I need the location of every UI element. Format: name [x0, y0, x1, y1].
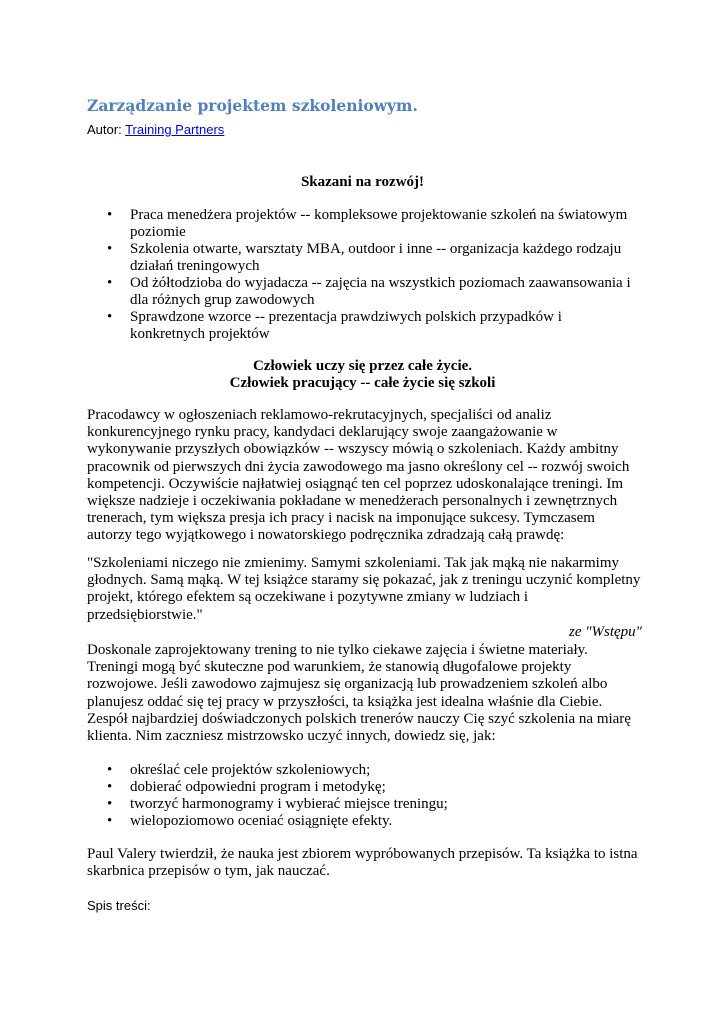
heading-line-1: Człowiek uczy się przez całe życie.: [252, 358, 473, 374]
page-title: Zarządzanie projektem szkoleniowym.: [87, 96, 418, 115]
author-link[interactable]: Training Partners: [125, 122, 225, 137]
author-line: [87, 122, 224, 137]
list-item: • Praca menedżera projektów -- kompleksowe projektowanie szkoleń na światowym poziomie: [107, 207, 637, 241]
skills-list: [107, 762, 637, 830]
heading-line-2: Człowiek pracujący -- całe życie się szkoli: [229, 375, 496, 391]
body-paragraph: Doskonale zaprojektowany trening to nie tylko ciekawe zajęcia i świetne materiały. Treningi mogą być skuteczne pod warunkiem, że stanowią długofalowe projekty rozwojowe. Jeśli zawodowo zajmujesz się organizacją lub prowadzeniem szkoleń albo planujesz oddać się tej pracy w przyszłości, ta książka jest idealna właśnie dla Ciebie. Zespół najbardziej doświadczonych polskich trenerów nauczy Cię szyć szkolenia na miarę klienta. Nim zaczniesz mistrzowsko uczyć innych, dowiedz się, jak:: [87, 642, 631, 745]
list-item: • wielopoziomowo oceniać osiągnięte efekty.: [107, 813, 637, 830]
toc-label: Spis treści:: [87, 898, 151, 913]
list-item: • dobierać odpowiedni program i metodykę;: [107, 779, 637, 796]
closing-paragraph: Paul Valery twierdził, że nauka jest zbiorem wypróbowanych przepisów. Ta książka to istna skarbnica przepisów o tym, jak nauczać.: [87, 846, 638, 880]
intro-paragraph: Pracodawcy w ogłoszeniach reklamowo-rekrutacyjnych, specjaliści od analiz konkurencyjnego rynku pracy, kandydaci deklarujący swoje zaangażowanie w wykonywanie przyszłych obowiązków -- wszyscy mówią o szkoleniach. Każdy ambitny pracownik od pierwszych dni życia zawodowego ma jasno określony cel -- rozwój swoich kompetencji. Oczywiście najłatwiej osiągnąć ten cel poprzez udoskonalające treningi. Im większe nadzieje i oczekiwania pokładane w menedżerach personalnych i zewnętrznych trenerach, tym większa presja ich pracy i nacisk na imponujące sukcesy. Tymczasem autorzy tego wyjątkowego i nowatorskiego podręcznika zdradzają całą prawdę:: [87, 407, 630, 544]
features-list: [107, 207, 637, 343]
tagline: Skazani na rozwój!: [300, 174, 425, 190]
quote-text: "Szkoleniami niczego nie zmienimy. Samymi szkoleniami. Tak jak mąką nie nakarmimy głodnych. Samą mąką. W tej książce staramy się pokazać, jak z treningu uczynić kompletny projekt, którego efektem są oczekiwane i pozytywne zmiany w ludziach i przedsiębiorstwie.": [87, 555, 641, 623]
list-item: • Szkolenia otwarte, warsztaty MBA, outdoor i inne -- organizacja każdego rodzaju działań treningowych: [107, 241, 637, 275]
list-item: • Od żółtodzioba do wyjadacza -- zajęcia na wszystkich poziomach zaawansowania i dla różnych grup zawodowych: [107, 275, 637, 309]
list-item: • Sprawdzone wzorce -- prezentacja prawdziwych polskich przypadków i konkretnych projektów: [107, 309, 637, 343]
quote-block: [87, 555, 642, 641]
quote-source: ze "Wstępu": [568, 623, 642, 640]
list-item: • określać cele projektów szkoleniowych;: [107, 762, 637, 779]
author-label: Autor:: [87, 122, 126, 137]
list-item: • tworzyć harmonogramy i wybierać miejsce treningu;: [107, 796, 637, 813]
section-heading: [0, 358, 725, 392]
